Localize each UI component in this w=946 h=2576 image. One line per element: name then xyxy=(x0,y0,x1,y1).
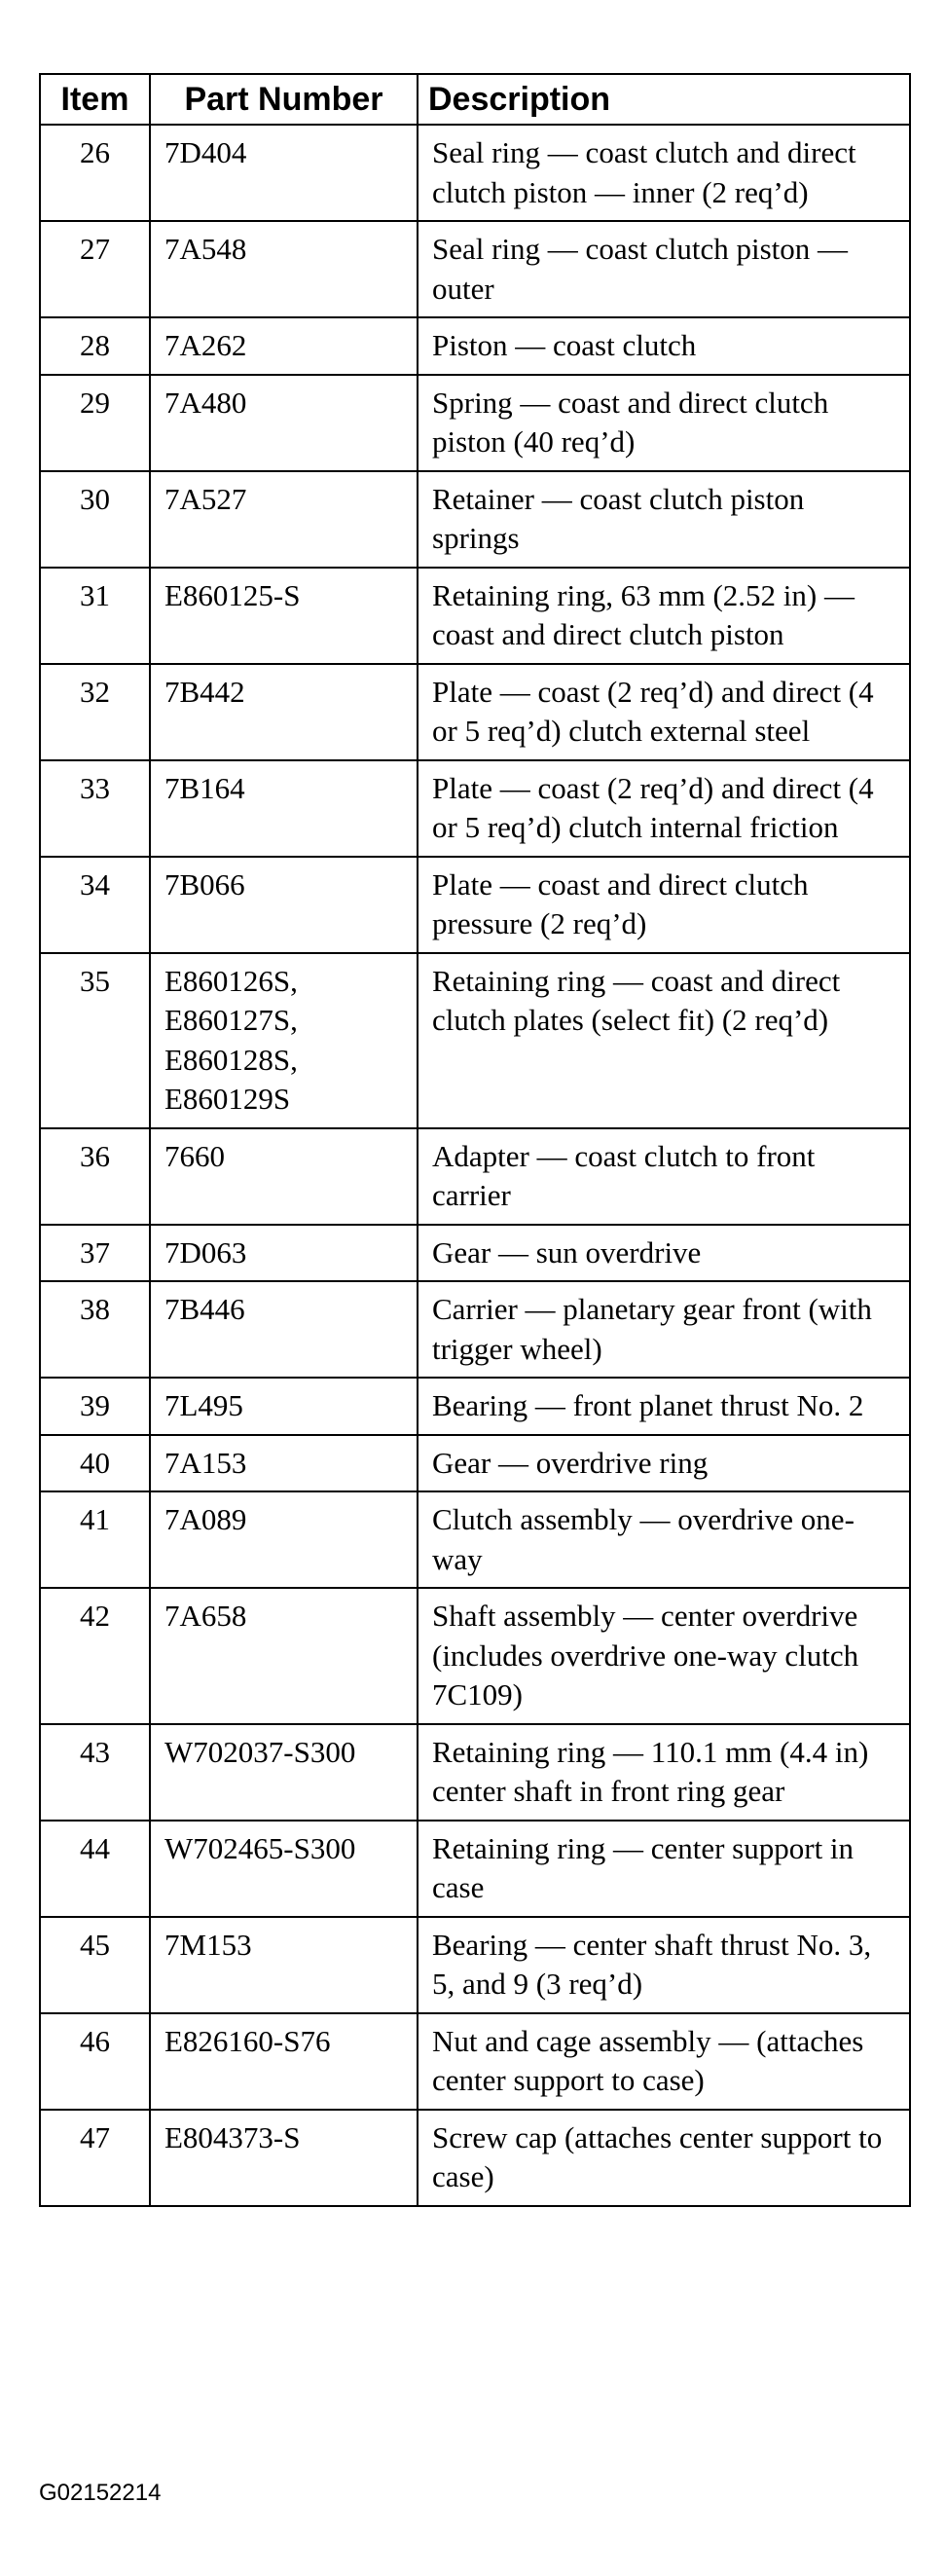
part-number-cell: 7B446 xyxy=(150,1281,418,1378)
item-cell: 39 xyxy=(40,1378,150,1435)
description-cell: Seal ring — coast clutch and direct clutch piston — inner (2 req’d) xyxy=(418,125,910,221)
description-cell: Retaining ring — center support in case xyxy=(418,1821,910,1917)
description-cell: Bearing — center shaft thrust No. 3, 5, and 9 (3 req’d) xyxy=(418,1917,910,2013)
part-number-cell: 7A153 xyxy=(150,1435,418,1492)
part-number-cell: W702037-S300 xyxy=(150,1724,418,1821)
description-cell: Adapter — coast clutch to front carrier xyxy=(418,1128,910,1225)
part-number-cell: 7B442 xyxy=(150,664,418,760)
part-number-cell: 7D063 xyxy=(150,1225,418,1282)
table-row xyxy=(40,375,910,471)
table-row xyxy=(40,2110,910,2206)
table-row xyxy=(40,1435,910,1492)
item-cell: 46 xyxy=(40,2013,150,2110)
part-number-cell: 7L495 xyxy=(150,1378,418,1435)
part-number-cell: 7A089 xyxy=(150,1491,418,1588)
parts-table xyxy=(39,73,911,2207)
item-cell: 42 xyxy=(40,1588,150,1724)
table-row xyxy=(40,1821,910,1917)
table-row xyxy=(40,1128,910,1225)
column-header-item: Item xyxy=(40,74,150,125)
part-number-cell: 7B164 xyxy=(150,760,418,857)
item-cell: 29 xyxy=(40,375,150,471)
column-header-part-number: Part Number xyxy=(150,74,418,125)
description-cell: Shaft assembly — center overdrive (includes overdrive one-way clutch 7C109) xyxy=(418,1588,910,1724)
part-number-cell: 7B066 xyxy=(150,857,418,953)
item-cell: 47 xyxy=(40,2110,150,2206)
table-row xyxy=(40,1724,910,1821)
description-cell: Nut and cage assembly — (attaches center support to case) xyxy=(418,2013,910,2110)
item-cell: 32 xyxy=(40,664,150,760)
item-cell: 31 xyxy=(40,568,150,664)
column-header-description: Description xyxy=(418,74,910,125)
table-row xyxy=(40,317,910,375)
item-cell: 26 xyxy=(40,125,150,221)
figure-id: G02152214 xyxy=(39,2480,162,2506)
description-cell: Carrier — planetary gear front (with trigger wheel) xyxy=(418,1281,910,1378)
description-cell: Plate — coast and direct clutch pressure (2 req’d) xyxy=(418,857,910,953)
table-row xyxy=(40,1917,910,2013)
part-number-cell: E804373-S xyxy=(150,2110,418,2206)
part-number-cell: E860126S, E860127S, E860128S, E860129S xyxy=(150,953,418,1128)
part-number-cell: 7D404 xyxy=(150,125,418,221)
description-cell: Gear — overdrive ring xyxy=(418,1435,910,1492)
item-cell: 45 xyxy=(40,1917,150,2013)
item-cell: 35 xyxy=(40,953,150,1128)
part-number-cell: 7A658 xyxy=(150,1588,418,1724)
table-row xyxy=(40,953,910,1128)
description-cell: Seal ring — coast clutch piston — outer xyxy=(418,221,910,317)
item-cell: 30 xyxy=(40,471,150,568)
part-number-cell: E826160-S76 xyxy=(150,2013,418,2110)
table-row xyxy=(40,471,910,568)
item-cell: 43 xyxy=(40,1724,150,1821)
part-number-cell: E860125-S xyxy=(150,568,418,664)
part-number-cell: 7A262 xyxy=(150,317,418,375)
description-cell: Retaining ring — coast and direct clutch plates (select fit) (2 req’d) xyxy=(418,953,910,1128)
table-header-row xyxy=(40,74,910,125)
part-number-cell: 7M153 xyxy=(150,1917,418,2013)
description-cell: Retaining ring — 110.1 mm (4.4 in) center shaft in front ring gear xyxy=(418,1724,910,1821)
table-row xyxy=(40,2013,910,2110)
item-cell: 36 xyxy=(40,1128,150,1225)
table-row xyxy=(40,857,910,953)
item-cell: 38 xyxy=(40,1281,150,1378)
item-cell: 44 xyxy=(40,1821,150,1917)
item-cell: 27 xyxy=(40,221,150,317)
part-number-cell: 7A548 xyxy=(150,221,418,317)
description-cell: Retainer — coast clutch piston springs xyxy=(418,471,910,568)
description-cell: Piston — coast clutch xyxy=(418,317,910,375)
part-number-cell: 7660 xyxy=(150,1128,418,1225)
table-row xyxy=(40,760,910,857)
description-cell: Gear — sun overdrive xyxy=(418,1225,910,1282)
item-cell: 33 xyxy=(40,760,150,857)
table-row xyxy=(40,1588,910,1724)
item-cell: 28 xyxy=(40,317,150,375)
description-cell: Plate — coast (2 req’d) and direct (4 or 5 req’d) clutch internal friction xyxy=(418,760,910,857)
table-row xyxy=(40,221,910,317)
description-cell: Clutch assembly — overdrive one-way xyxy=(418,1491,910,1588)
table-row xyxy=(40,1281,910,1378)
part-number-cell: 7A527 xyxy=(150,471,418,568)
item-cell: 37 xyxy=(40,1225,150,1282)
table-row xyxy=(40,568,910,664)
description-cell: Bearing — front planet thrust No. 2 xyxy=(418,1378,910,1435)
description-cell: Plate — coast (2 req’d) and direct (4 or 5 req’d) clutch external steel xyxy=(418,664,910,760)
description-cell: Retaining ring, 63 mm (2.52 in) — coast and direct clutch piston xyxy=(418,568,910,664)
item-cell: 41 xyxy=(40,1491,150,1588)
table-row xyxy=(40,1225,910,1282)
table-row xyxy=(40,1491,910,1588)
item-cell: 34 xyxy=(40,857,150,953)
table-row xyxy=(40,664,910,760)
table-row xyxy=(40,125,910,221)
part-number-cell: W702465-S300 xyxy=(150,1821,418,1917)
description-cell: Spring — coast and direct clutch piston (40 req’d) xyxy=(418,375,910,471)
item-cell: 40 xyxy=(40,1435,150,1492)
table-body xyxy=(40,125,910,2206)
part-number-cell: 7A480 xyxy=(150,375,418,471)
table-row xyxy=(40,1378,910,1435)
description-cell: Screw cap (attaches center support to case) xyxy=(418,2110,910,2206)
